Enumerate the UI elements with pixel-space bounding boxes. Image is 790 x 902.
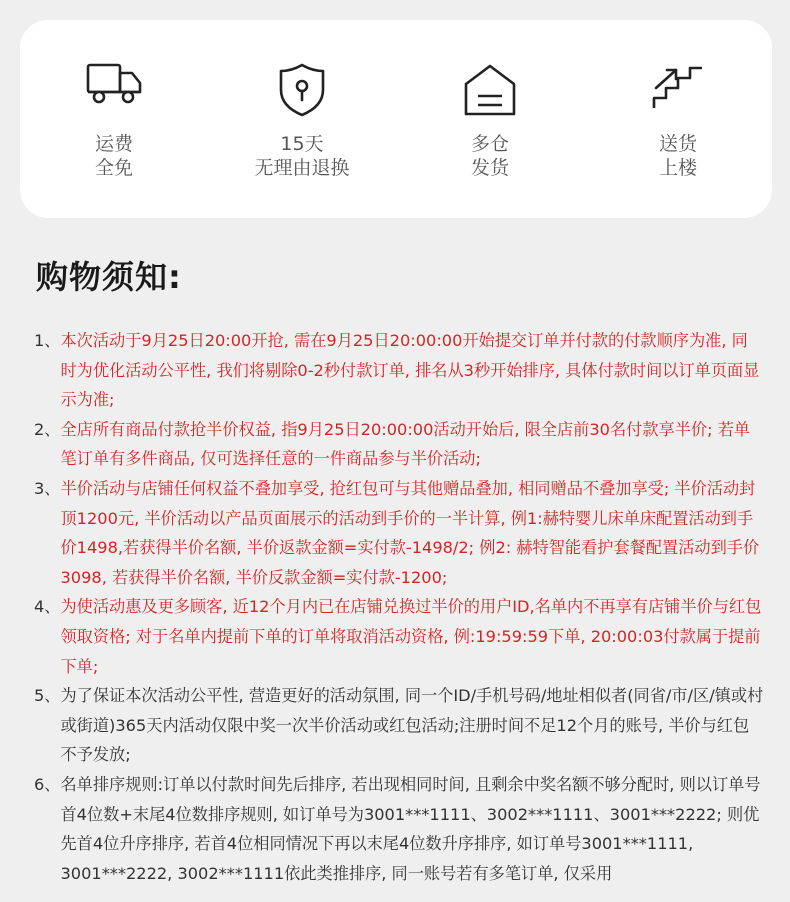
rule-item xyxy=(34,474,764,592)
feature-line2: 上楼 xyxy=(658,157,697,179)
feature-line2: 发货 xyxy=(470,157,509,179)
shield-icon xyxy=(277,62,327,118)
rule-number: 6、 xyxy=(34,774,61,794)
feature-line2: 全免 xyxy=(94,157,133,179)
stairs-icon xyxy=(650,62,706,112)
rule-item xyxy=(34,415,764,474)
rule-text: 名单排序规则:订单以付款时间先后排序, 若出现相同时间, 且剩余中奖名额不够分配时, 则以订单号首4位数+末尾4位数排序规则, 如订单号为3001***1111、3002***1111、3001***2222; 则优先首4位升序排序, 若首4位相同情况下再以末尾4位数升序排序, 如订单号3001***1111, 3001***2222, 3002***1111依此类推排序, 同一账号若有多笔订单, 仅采用 xyxy=(60,774,761,883)
rule-text: 本次活动于9月25日20:00开抢, 需在9月25日20:00:00开始提交订单并付款的付款顺序为准, 同时为优化活动公平性, 我们将剔除0-2秒付款订单, 排名从3秒开始排序, 具体付款时间以订单页面显示为准; xyxy=(60,331,760,410)
feature-line1: 15天 xyxy=(280,133,324,155)
feature-line2: 无理由退换 xyxy=(254,157,350,179)
rule-number: 1、 xyxy=(34,331,61,350)
rule-text: 为了保证本次活动公平性, 营造更好的活动氛围, 同一个ID/手机号码/地址相似者(同省/市/区/镇或村或街道)365天内活动仅限中奖一次半价活动或红包活动;注册时间不足12个月的账号, 半价与红包不予发放; xyxy=(60,686,764,765)
feature-line1: 运费 xyxy=(94,133,133,155)
service-features-card xyxy=(20,20,772,218)
feature-delivery-upstairs xyxy=(584,20,772,218)
rule-item xyxy=(34,592,764,681)
warehouse-icon xyxy=(462,62,518,118)
rule-text: 半价活动与店铺任何权益不叠加享受, 抢红包可与其他赠品叠加, 相同赠品不叠加享受; 半价活动封顶1200元, 半价活动以产品页面展示的活动到手价的一半计算, 例1:赫特婴儿床单床配置活动到手价1498,若获得半价名额, 半价返款金额=实付款-1498/2; 例2: 赫特智能看护套餐配置活动到手价3098, 若获得半价名额, 半价反款金额=实付款-1200; xyxy=(60,478,760,587)
rule-number: 3、 xyxy=(34,478,61,498)
rule-item xyxy=(34,681,764,770)
feature-warehouse xyxy=(396,20,584,218)
feature-line1: 送货 xyxy=(658,133,697,155)
feature-return xyxy=(208,20,396,218)
rule-text: 为使活动惠及更多顾客, 近12个月内已在店铺兑换过半价的用户ID,名单内不再享有店铺半价与红包领取资格; 对于名单内提前下单的订单将取消活动资格, 例:19:59:59下单, 20:00:03付款属于提前下单; xyxy=(60,597,762,676)
rule-item xyxy=(34,770,764,888)
rule-text: 全店所有商品付款抢半价权益, 指9月25日20:00:00活动开始后, 限全店前30名付款享半价; 若单笔订单有多件商品, 仅可选择任意的一件商品参与半价活动; xyxy=(60,419,751,469)
rule-number: 4、 xyxy=(34,597,61,617)
rule-item xyxy=(34,326,764,415)
truck-icon xyxy=(84,62,144,108)
rule-number: 2、 xyxy=(34,419,61,439)
notice-rules-list xyxy=(34,326,764,888)
notice-title: 购物须知: xyxy=(36,258,182,296)
feature-free-shipping xyxy=(20,20,208,218)
feature-line1: 多仓 xyxy=(470,133,509,155)
rule-number: 5、 xyxy=(34,686,61,706)
